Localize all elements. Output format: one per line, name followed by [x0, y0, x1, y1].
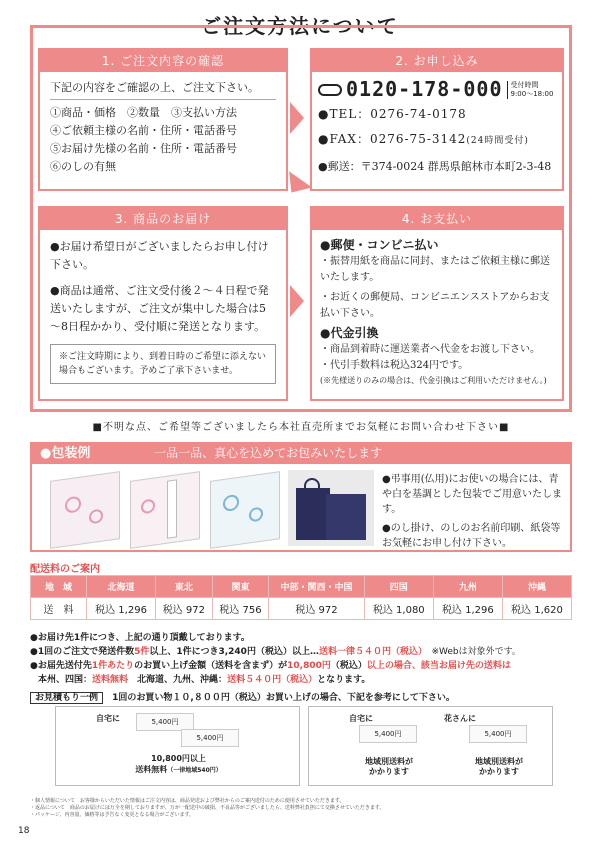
- shipping-title: 配送料のご案内: [30, 564, 100, 575]
- table-header: 四国: [364, 576, 433, 598]
- rule-text: （税込）: [330, 661, 367, 671]
- box-illustration: [181, 729, 239, 747]
- box-price: 5,400円: [374, 730, 402, 738]
- rule-text: ※Webは対象外です。: [431, 647, 521, 657]
- table-cell: 税込 972: [269, 598, 365, 620]
- wrapping-bar: [30, 442, 572, 464]
- rule-line: ●お届け先1件につき、上記の通り頂戴しております。: [30, 633, 250, 643]
- delivery-box: [38, 206, 288, 401]
- table-header: 東北: [156, 576, 213, 598]
- table-header: 沖縄: [502, 576, 571, 598]
- payment-line: (※先様送りのみの場合は、代金引換はご利用いただけません。): [320, 376, 547, 385]
- table-cell: 税込 972: [156, 598, 213, 620]
- estimate-case-right: [308, 706, 553, 786]
- inquiry-line: ■不明な点、ご希望等ございましたら本社直売所までお気軽にお問い合わせ下さい■: [92, 422, 510, 433]
- cost-text: かかります: [479, 767, 519, 776]
- arrow-right-icon: [290, 285, 304, 317]
- payment-line: ・お近くの郵便局、コンビニエンスストアからお支払い下さい。: [320, 292, 550, 319]
- box-illustration: [469, 725, 527, 743]
- hours-label: 受付時間: [510, 80, 539, 89]
- cost-text: かかります: [369, 767, 409, 776]
- table-cell: 税込 1,296: [87, 598, 156, 620]
- package-image: [130, 471, 200, 549]
- table-row-label: 送 料: [31, 598, 87, 620]
- package-image: [210, 471, 280, 549]
- fine-line: ・返品について 商品のお届けには万全を期しておりますが、万が一配送中の破損、不良品等がございましたら、送料弊社負担にて交換させていただきます。: [30, 805, 385, 811]
- package-image: [50, 471, 120, 549]
- order-confirm-intro: 下記の内容をご確認の上、ご注文下さい。: [50, 78, 276, 100]
- delivery-heading: 3. 商品のお届け: [40, 208, 286, 230]
- arrow-right-icon: [290, 102, 304, 134]
- payment-postal-title: ●郵便・コンビニ払い: [320, 238, 439, 252]
- rule-text: 本州、四国：: [38, 675, 93, 685]
- estimate-case-left: [55, 706, 300, 786]
- order-item: ⑥のしの有無: [50, 160, 116, 173]
- wrapping-note: ●のし掛け、のしのお名前印刷、紙袋等お気軽にお申し付け下さい。: [382, 523, 561, 549]
- paper-bag-image: [288, 470, 374, 546]
- fax-note: (24時間受付): [466, 136, 529, 146]
- rule-text: ●お届先送付先: [30, 661, 92, 671]
- payment-heading: 4. お支払い: [312, 208, 562, 230]
- destination-label: 自宅に: [349, 714, 373, 723]
- estimate-desc: 1回のお買い物１０,８００円（税込）お買い上げの場合、下記を参考にして下さい。: [112, 693, 455, 703]
- fax-line: ●FAX：0276-75-3142: [318, 132, 467, 146]
- shipping-table: [30, 575, 572, 620]
- order-confirm-heading: 1. ご注文内容の確認: [40, 50, 286, 72]
- rule-highlight: 送料一律５４０円（税込）: [318, 647, 423, 657]
- fine-line: ・個人情報について お客様からいただいた情報はご注文内容は、商品発送および弊社からのご案内送付のために使用させていただきます。: [30, 798, 345, 804]
- rule-line: [30, 659, 575, 673]
- table-cell: 税込 756: [212, 598, 269, 620]
- table-header: 九州: [433, 576, 502, 598]
- table-header: 地 域: [31, 576, 87, 598]
- phone-number[interactable]: 0120-178-000: [346, 77, 503, 101]
- cost-text: 地域別送料が: [475, 757, 523, 766]
- rule-line: [30, 673, 575, 687]
- payment-line: ・振替用紙を商品に同封、またはご依頼主様に郵送いたします。: [320, 256, 550, 283]
- wrapping-notes: [382, 472, 566, 551]
- rule-highlight: 5件: [134, 647, 150, 657]
- hours-value: 9:00～18:00: [510, 89, 554, 98]
- fine-line: ・パッケージ、内容量、価格等は予告なく変更となる場合がございます。: [30, 812, 195, 818]
- free-note: （一律地域540円）: [167, 767, 222, 774]
- shipping-rules: [30, 631, 575, 687]
- box-price: 5,400円: [151, 718, 179, 726]
- tel-line: ●TEL：0276-74-0178: [318, 107, 467, 121]
- estimate-label: お見積もり一例: [30, 692, 103, 704]
- order-item: ④ご依頼主様の名前・住所・電話番号: [50, 124, 237, 137]
- table-cell: 税込 1,620: [502, 598, 571, 620]
- rule-text: となります。: [317, 675, 371, 685]
- rule-highlight: 10,800円: [287, 661, 331, 671]
- rule-highlight: 以上の場合、該当お届け先の送料は: [366, 661, 511, 671]
- fine-print: [30, 798, 575, 819]
- payment-box: [310, 206, 564, 401]
- rule-highlight: 送料無料: [92, 675, 129, 685]
- rule-highlight: 1件あたり: [91, 661, 135, 671]
- free-text: 送料無料: [135, 765, 168, 774]
- apply-heading: 2. お申し込み: [312, 50, 562, 72]
- destination-label: 自宅に: [96, 714, 120, 723]
- rule-text: 以上、1件につき3,240円（税込）以上…: [149, 647, 319, 657]
- destination-label: 花さんに: [444, 714, 476, 723]
- box-price: 5,400円: [196, 734, 224, 742]
- rule-highlight: 送料５４０円（税込）: [227, 675, 318, 685]
- delivery-note: ※ご注文時期により、到着日時のご希望に添えない場合もございます。予めご了承下さいませ。: [50, 344, 276, 384]
- wrapping-tagline: 一品一品、真心を込めてお包みいたします: [154, 446, 383, 460]
- order-confirm-box: [38, 48, 288, 191]
- wrapping-label: ●包装例: [40, 446, 91, 461]
- freedial-icon: [318, 84, 342, 96]
- box-illustration: [359, 725, 417, 743]
- sum-text: 10,800円以上: [151, 754, 206, 763]
- payment-cod-title: ●代金引換: [320, 326, 379, 340]
- table-header: 関東: [212, 576, 269, 598]
- apply-box: [310, 48, 564, 191]
- delivery-p2: ●商品は通常、ご注文受付後２～４日程で発送いたしますが、ご注文が集中した場合は5～8日程かかり、受付順に発送となります。: [50, 284, 269, 333]
- table-cell: 税込 1,080: [364, 598, 433, 620]
- table-cell: 税込 1,296: [433, 598, 502, 620]
- payment-line: ・商品到着時に運送業者へ代金をお渡し下さい。: [320, 344, 540, 355]
- table-header: 中部・関西・中国: [269, 576, 365, 598]
- delivery-p1: ●お届け希望日がございましたらお申し付け下さい。: [50, 240, 269, 271]
- cost-text: 地域別送料が: [365, 757, 413, 766]
- mail-line: ●郵送：〒374-0024 群馬県館林市本町2-3-48: [318, 160, 552, 173]
- rule-line: [30, 645, 575, 659]
- page-number: 18: [18, 826, 30, 836]
- estimate-example: [30, 690, 575, 790]
- order-item: ⑤お届け先様の名前・住所・電話番号: [50, 142, 237, 155]
- wrapping-note: ●弔事用(仏用)にお使いの場合には、青や白を基調とした包装でご用意いたします。: [382, 474, 562, 515]
- rule-text: ●1回のご注文で発送件数: [30, 647, 135, 657]
- payment-line: ・代引手数料は税込324円です。: [320, 360, 469, 371]
- rule-text: のお買い上げ金額（送料を含まず）が: [134, 661, 288, 671]
- box-price: 5,400円: [484, 730, 512, 738]
- page-title: ご注文方法について: [201, 14, 399, 38]
- order-item: ①商品・価格 ②数量 ③支払い方法: [50, 106, 237, 119]
- rule-text: 北海道、九州、沖縄：: [137, 675, 228, 685]
- table-header: 北海道: [87, 576, 156, 598]
